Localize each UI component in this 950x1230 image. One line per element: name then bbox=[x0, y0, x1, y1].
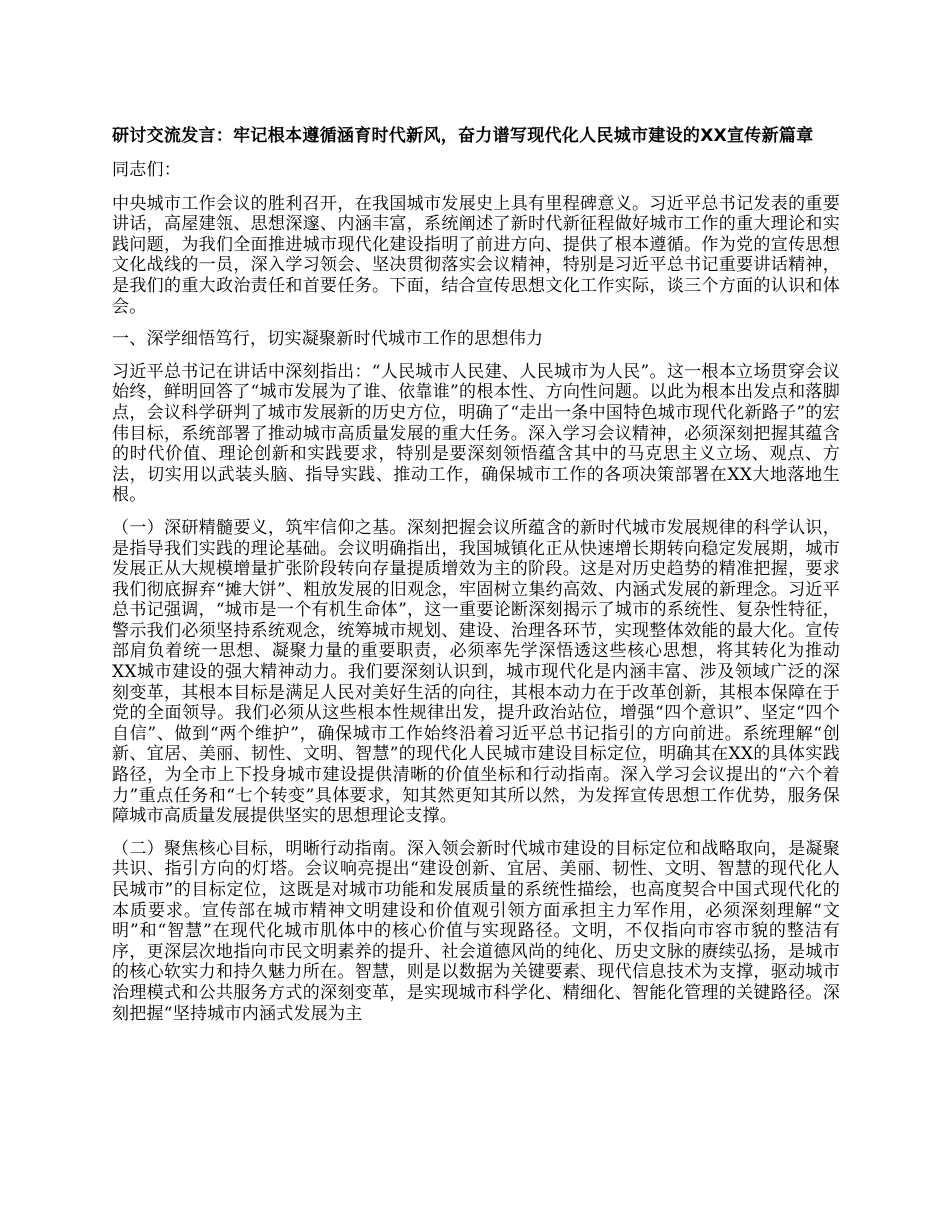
subsection-1-paragraph: （一）深研精髓要义，筑牢信仰之基。深刻把握会议所蕴含的新时代城市发展规律的科学认识，是指导我们实践的理论基础。会议明确指出，我国城镇化正从快速增长期转向稳定发展期，城市发展正从大规模增量扩张阶段转向存量提质增效为主的阶段。这是对历史趋势的精准把握，要求我们彻底摒弃“摊大饼”、粗放发展的旧观念，牢固树立集约高效、内涵式发展的新理念。习近平总书记强调，“城市是一个有机生命体”，这一重要论断深刻揭示了城市的系统性、复杂性特征，警示我们必须坚持系统观念，统筹城市规划、建设、治理各环节，实现整体效能的最大化。宣传部肩负着统一思想、凝聚力量的重要职责，必须率先学深悟透这些核心思想，将其转化为推动XX城市建设的强大精神动力。我们要深刻认识到，城市现代化是内涵丰富、涉及领域广泛的深刻变革，其根本目标是满足人民对美好生活的向往，其根本动力在于改革创新，其根本保障在于党的全面领导。我们必须从这些根本性规律出发，提升政治站位，增强“四个意识”、坚定“四个自信”、做到“两个维护”，确保城市工作始终沿着习近平总书记指引的方向前进。系统理解“创新、宜居、美丽、韧性、文明、智慧”的现代化人民城市建设目标定位，明确其在XX的具体实践路径，为全市上下投身城市建设提供清晰的价值坐标和行动指南。深入学习会议提出的“六个着力”重点任务和“七个转变”具体要求，知其然更知其所以然，为发挥宣传思想工作优势，服务保障城市高质量发展提供坚实的思想理论支撑。 bbox=[112, 517, 840, 827]
salutation: 同志们： bbox=[112, 160, 181, 180]
document-title: 研讨交流发言：牢记根本遵循涵育时代新风，奋力谱写现代化人民城市建设的XX宣传新篇章 bbox=[112, 126, 814, 146]
section-1-paragraph: 习近平总书记在讲话中深刻指出：“人民城市人民建、人民城市为人民”。这一根本立场贯穿会议始终，鲜明回答了“城市发展为了谁、依靠谁”的根本性、方向性问题。以此为根本出发点和落脚点，会议科学研判了城市发展新的历史方位，明确了“走出一条中国特色城市现代化新路子”的宏伟目标，系统部署了推动城市高质量发展的重大任务。深入学习会议精神，必须深刻把握其蕴含的时代价值、理论创新和实践要求，特别是要深刻领悟蕴含其中的马克思主义立场、观点、方法，切实用以武装头脑、指导实践、推动工作，确保城市工作的各项决策部署在XX大地落地生根。 bbox=[112, 361, 840, 506]
section-heading-1: 一、深学细悟笃行，切实凝聚新时代城市工作的思想伟力 bbox=[112, 329, 544, 350]
subsection-2-paragraph: （二）聚焦核心目标，明晰行动指南。深入领会新时代城市建设的目标定位和战略取向，是凝聚共识、指引方向的灯塔。会议响亮提出“建设创新、宜居、美丽、韧性、文明、智慧的现代化人民城市”的目标定位，这既是对城市功能和发展质量的系统性描绘，也高度契合中国式现代化的本质要求。宣传部在城市精神文明建设和价值观引领方面承担主力军作用，必须深刻理解“文明”和“智慧”在现代化城市肌体中的核心价值与实现路径。文明，不仅指向市容市貌的整洁有序，更深层次地指向市民文明素养的提升、社会道德风尚的纯化、历史文脉的赓续弘扬，是城市的核心软实力和持久魅力所在。智慧，则是以数据为关键要素、现代信息技术为支撑，驱动城市治理模式和公共服务方式的深刻变革，是实现城市科学化、精细化、智能化管理的关键路径。深刻把握“坚持城市内涵式发展为主 bbox=[112, 838, 840, 1024]
document-page bbox=[112, 126, 840, 1036]
intro-paragraph: 中央城市工作会议的胜利召开，在我国城市发展史上具有里程碑意义。习近平总书记发表的重要讲话，高屋建瓴、思想深邃、内涵丰富，系统阐述了新时代新征程做好城市工作的重大理论和实践问题，为我们全面推进城市现代化建设指明了前进方向、提供了根本遵循。作为党的宣传思想文化战线的一员，深入学习领会、坚决贯彻落实会议精神，特别是习近平总书记重要讲话精神，是我们的重大政治责任和首要任务。下面，结合宣传思想文化工作实际，谈三个方面的认识和体会。 bbox=[112, 193, 840, 317]
